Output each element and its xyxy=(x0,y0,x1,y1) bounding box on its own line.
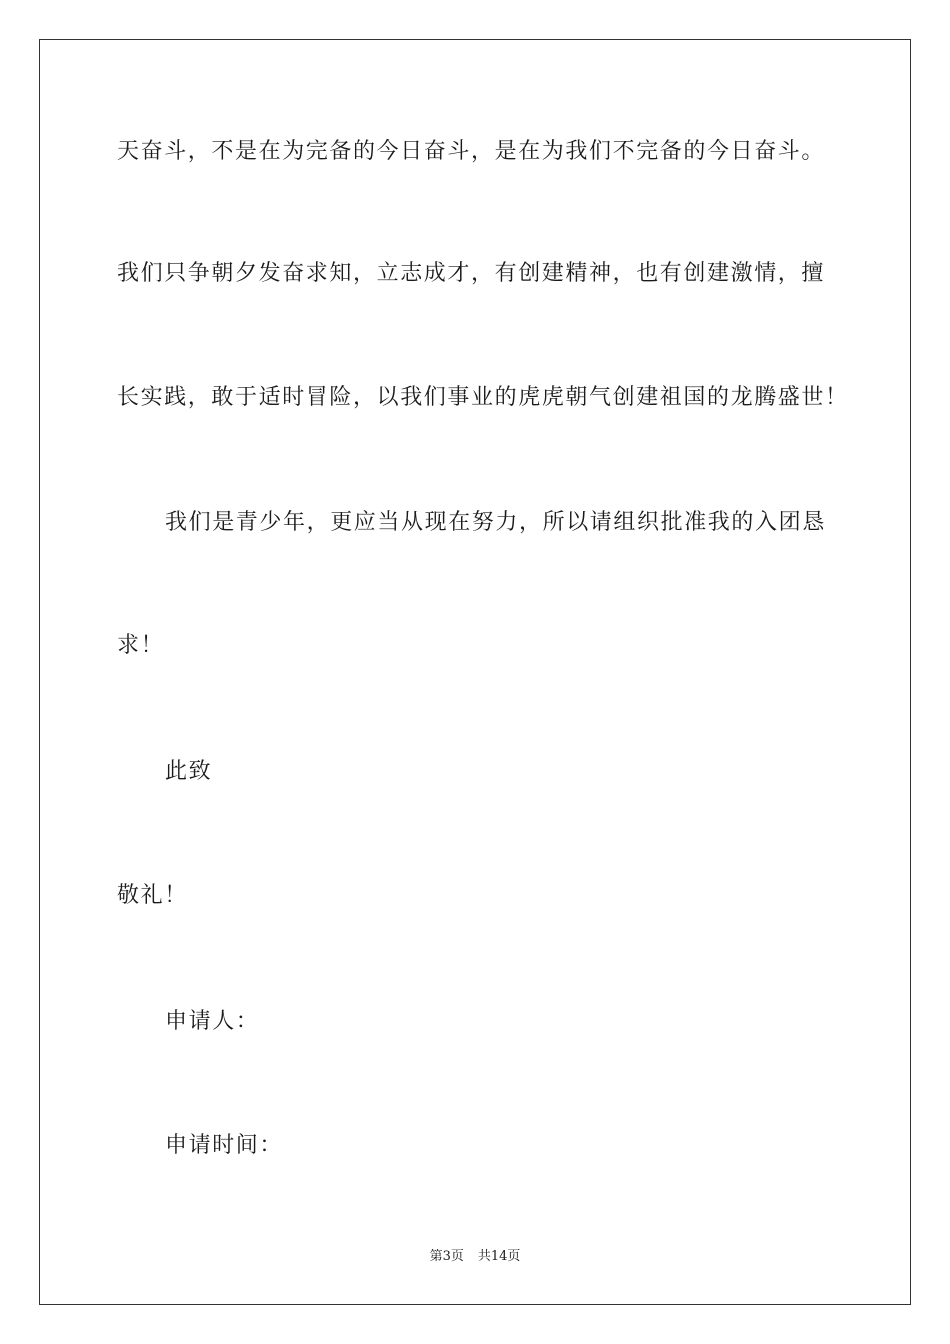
page-border xyxy=(39,39,911,1305)
page-footer xyxy=(0,1248,950,1266)
body-text-line-4: 我们是青少年，更应当从现在努力，所以请组织批准我的入团恳 xyxy=(165,510,826,535)
page-number-total: 共14页 xyxy=(477,1249,521,1264)
application-date-label: 申请时间： xyxy=(165,1133,284,1158)
page-number-current: 第3页 xyxy=(429,1249,464,1264)
body-text-line-3: 长实践，敢于适时冒险，以我们事业的虎虎朝气创建祖国的龙腾盛世！ xyxy=(117,385,849,410)
body-text-line-2: 我们只争朝夕发奋求知，立志成才，有创建精神，也有创建激情，擅 xyxy=(117,261,826,286)
applicant-label: 申请人： xyxy=(165,1009,260,1034)
salutation-jingli: 敬礼！ xyxy=(117,883,188,908)
body-text-line-5: 求！ xyxy=(117,633,165,658)
salutation-cizhi: 此致 xyxy=(165,759,213,784)
body-text-line-1: 天奋斗，不是在为完备的今日奋斗，是在为我们不完备的今日奋斗。 xyxy=(117,139,826,164)
